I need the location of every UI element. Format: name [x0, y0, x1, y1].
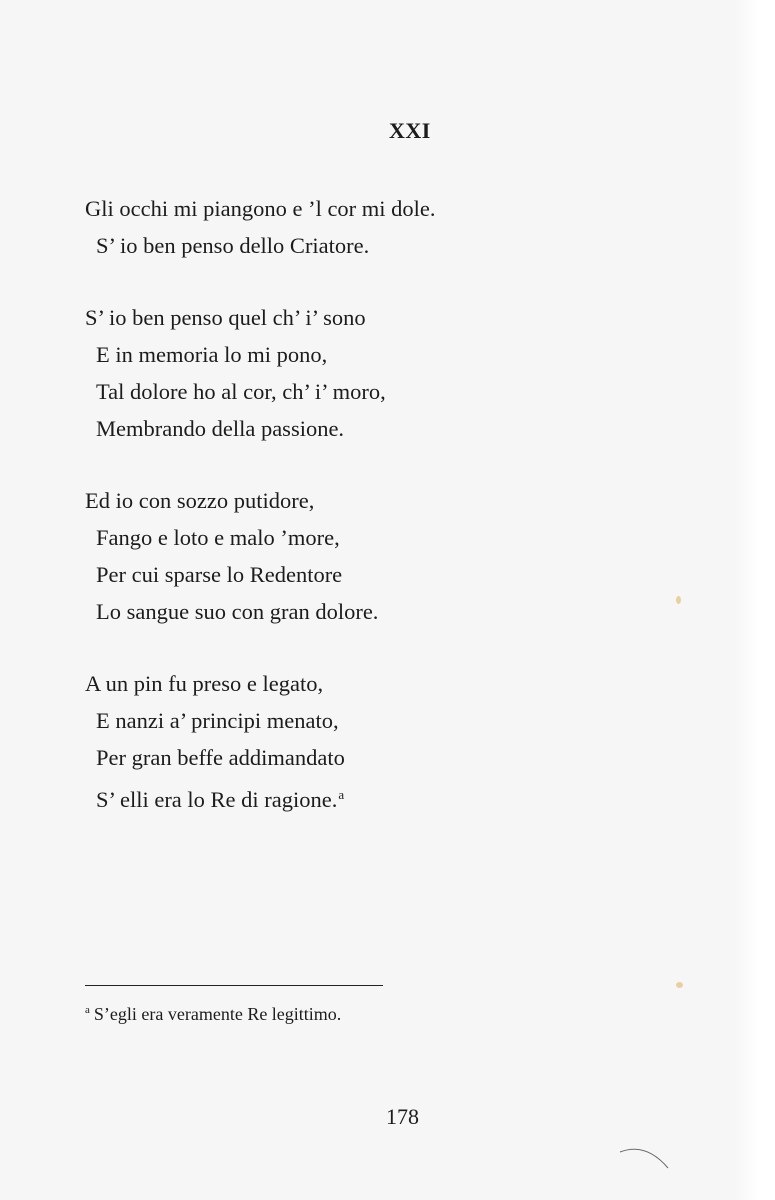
stanza-4 [85, 665, 436, 813]
verse-line-with-note [85, 776, 436, 813]
verse-line: E in memoria lo mi pono, [96, 342, 328, 367]
paper-stain [676, 596, 681, 604]
stanza-2 [85, 299, 436, 447]
poem [85, 190, 436, 848]
stanza-3 [85, 482, 436, 630]
verse-line: S’ io ben penso quel ch’ i’ sono [85, 305, 366, 330]
footnote-text: S’egli era veramente Re legittimo. [93, 1004, 342, 1024]
verse-line: Ed io con sozzo putidore, [85, 488, 315, 513]
page-number: 178 [386, 1104, 419, 1129]
verse-line: Lo sangue suo con gran dolore. [96, 599, 379, 624]
footnote-reference: a [338, 787, 345, 802]
verse-line: Per gran beffe addimandato [96, 745, 345, 770]
paper-stain [676, 982, 683, 988]
paper-crease-mark [618, 1140, 678, 1180]
footnote-divider [85, 985, 383, 986]
verse-line: Gli occhi mi piangono e ’l cor mi dole. [85, 196, 436, 221]
footnote [85, 997, 341, 1027]
verse-line: Per cui sparse lo Redentore [96, 562, 343, 587]
chapter-number: XXI [389, 118, 431, 143]
verse-line: Membrando della passione. [96, 416, 345, 441]
verse-line: E nanzi a’ principi menato, [96, 708, 339, 733]
verse-line: Fango e loto e malo ’more, [96, 525, 340, 550]
verse-line: A un pin fu preso e legato, [85, 671, 324, 696]
verse-text: S’ elli era lo Re di ragione. [96, 787, 338, 812]
verse-line: S’ io ben penso dello Criatore. [96, 233, 370, 258]
footnote-marker: a [85, 1004, 90, 1016]
verse-line: Tal dolore ho al cor, ch’ i’ moro, [96, 379, 386, 404]
stanza-1 [85, 190, 436, 264]
page-edge-shadow [735, 0, 775, 1200]
